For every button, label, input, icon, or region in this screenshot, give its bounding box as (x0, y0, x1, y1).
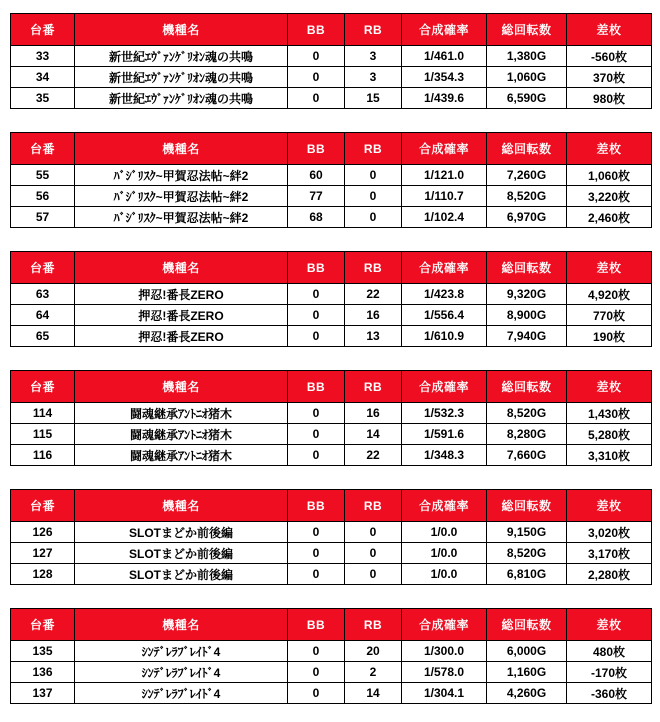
cell-bb: 0 (288, 564, 345, 585)
col-header-bb: BB (288, 133, 345, 165)
col-header-number: 台番 (11, 609, 75, 641)
cell-probability: 1/0.0 (402, 543, 487, 564)
cell-probability: 1/354.3 (402, 67, 487, 88)
cell-bb: 0 (288, 662, 345, 683)
cell-rb: 20 (345, 641, 402, 662)
cell-spins: 1,160G (487, 662, 567, 683)
cell-machine: ﾊﾞｼﾞﾘｽｸ~甲賀忍法帖~絆2 (75, 186, 288, 207)
col-header-number: 台番 (11, 133, 75, 165)
machine-table-6 (10, 608, 652, 704)
cell-probability: 1/610.9 (402, 326, 487, 347)
col-header-diff: 差枚 (567, 609, 652, 641)
cell-machine: ｼﾝﾃﾞﾚﾗﾌﾞﾚｲﾄﾞ4 (75, 683, 288, 704)
cell-bb: 0 (288, 641, 345, 662)
cell-number: 128 (11, 564, 75, 585)
col-header-number: 台番 (11, 371, 75, 403)
cell-probability: 1/304.1 (402, 683, 487, 704)
cell-bb: 0 (288, 284, 345, 305)
cell-spins: 1,060G (487, 67, 567, 88)
cell-diff: 4,920枚 (567, 284, 652, 305)
cell-diff: 2,460枚 (567, 207, 652, 228)
cell-diff: 3,170枚 (567, 543, 652, 564)
cell-probability: 1/102.4 (402, 207, 487, 228)
col-header-diff: 差枚 (567, 133, 652, 165)
cell-diff: -170枚 (567, 662, 652, 683)
col-header-probability: 合成確率 (402, 490, 487, 522)
col-header-diff: 差枚 (567, 252, 652, 284)
cell-spins: 9,150G (487, 522, 567, 543)
cell-number: 34 (11, 67, 75, 88)
col-header-spins: 総回転数 (487, 14, 567, 46)
cell-machine: SLOTまどか前後編 (75, 564, 288, 585)
cell-diff: 3,220枚 (567, 186, 652, 207)
cell-rb: 22 (345, 445, 402, 466)
col-header-spins: 総回転数 (487, 252, 567, 284)
header-row (11, 371, 652, 403)
col-header-probability: 合成確率 (402, 609, 487, 641)
cell-rb: 13 (345, 326, 402, 347)
cell-machine: ﾊﾞｼﾞﾘｽｸ~甲賀忍法帖~絆2 (75, 165, 288, 186)
col-header-bb: BB (288, 490, 345, 522)
cell-diff: -560枚 (567, 46, 652, 67)
cell-rb: 16 (345, 305, 402, 326)
col-header-machine: 機種名 (75, 609, 288, 641)
table-row (11, 67, 652, 88)
col-header-machine: 機種名 (75, 14, 288, 46)
header-row (11, 14, 652, 46)
cell-spins: 6,590G (487, 88, 567, 109)
cell-spins: 4,260G (487, 683, 567, 704)
cell-bb: 68 (288, 207, 345, 228)
cell-bb: 0 (288, 683, 345, 704)
table-row (11, 662, 652, 683)
col-header-rb: RB (345, 371, 402, 403)
cell-machine: 新世紀ｴｳﾞｧﾝｹﾞﾘｵﾝ魂の共鳴 (75, 88, 288, 109)
cell-number: 115 (11, 424, 75, 445)
table-row (11, 683, 652, 704)
cell-machine: SLOTまどか前後編 (75, 522, 288, 543)
cell-number: 57 (11, 207, 75, 228)
col-header-rb: RB (345, 133, 402, 165)
cell-probability: 1/110.7 (402, 186, 487, 207)
cell-spins: 8,280G (487, 424, 567, 445)
cell-bb: 0 (288, 445, 345, 466)
cell-probability: 1/0.0 (402, 522, 487, 543)
cell-rb: 14 (345, 683, 402, 704)
cell-machine: ﾊﾞｼﾞﾘｽｸ~甲賀忍法帖~絆2 (75, 207, 288, 228)
table-row (11, 46, 652, 67)
cell-spins: 1,380G (487, 46, 567, 67)
cell-number: 35 (11, 88, 75, 109)
table-row (11, 326, 652, 347)
cell-number: 63 (11, 284, 75, 305)
col-header-probability: 合成確率 (402, 133, 487, 165)
cell-bb: 0 (288, 88, 345, 109)
machine-table-2 (10, 132, 652, 228)
col-header-number: 台番 (11, 252, 75, 284)
cell-spins: 8,520G (487, 403, 567, 424)
cell-machine: 新世紀ｴｳﾞｧﾝｹﾞﾘｵﾝ魂の共鳴 (75, 46, 288, 67)
cell-bb: 0 (288, 305, 345, 326)
cell-machine: SLOTまどか前後編 (75, 543, 288, 564)
cell-bb: 0 (288, 46, 345, 67)
cell-number: 33 (11, 46, 75, 67)
cell-diff: 3,310枚 (567, 445, 652, 466)
cell-diff: 980枚 (567, 88, 652, 109)
col-header-probability: 合成確率 (402, 252, 487, 284)
table-row (11, 305, 652, 326)
header-row (11, 252, 652, 284)
col-header-probability: 合成確率 (402, 371, 487, 403)
col-header-rb: RB (345, 252, 402, 284)
cell-rb: 22 (345, 284, 402, 305)
cell-rb: 0 (345, 207, 402, 228)
table-row (11, 284, 652, 305)
col-header-bb: BB (288, 252, 345, 284)
col-header-rb: RB (345, 14, 402, 46)
cell-spins: 8,520G (487, 543, 567, 564)
col-header-rb: RB (345, 490, 402, 522)
col-header-number: 台番 (11, 14, 75, 46)
cell-machine: 闘魂継承ｱﾝﾄﾆｵ猪木 (75, 445, 288, 466)
cell-number: 127 (11, 543, 75, 564)
table-row (11, 543, 652, 564)
cell-diff: 2,280枚 (567, 564, 652, 585)
table-row (11, 186, 652, 207)
cell-machine: 押忍!番長ZERO (75, 284, 288, 305)
cell-bb: 0 (288, 403, 345, 424)
cell-probability: 1/439.6 (402, 88, 487, 109)
table-row (11, 88, 652, 109)
cell-bb: 60 (288, 165, 345, 186)
cell-probability: 1/121.0 (402, 165, 487, 186)
col-header-number: 台番 (11, 490, 75, 522)
cell-number: 114 (11, 403, 75, 424)
col-header-spins: 総回転数 (487, 490, 567, 522)
table-row (11, 522, 652, 543)
col-header-spins: 総回転数 (487, 609, 567, 641)
cell-number: 116 (11, 445, 75, 466)
cell-machine: 押忍!番長ZERO (75, 326, 288, 347)
cell-diff: 5,280枚 (567, 424, 652, 445)
col-header-rb: RB (345, 609, 402, 641)
cell-number: 64 (11, 305, 75, 326)
cell-machine: 闘魂継承ｱﾝﾄﾆｵ猪木 (75, 424, 288, 445)
table-row (11, 564, 652, 585)
cell-spins: 8,900G (487, 305, 567, 326)
col-header-machine: 機種名 (75, 371, 288, 403)
cell-probability: 1/578.0 (402, 662, 487, 683)
machine-table-5 (10, 489, 652, 585)
col-header-spins: 総回転数 (487, 371, 567, 403)
cell-probability: 1/348.3 (402, 445, 487, 466)
cell-machine: 押忍!番長ZERO (75, 305, 288, 326)
cell-machine: 闘魂継承ｱﾝﾄﾆｵ猪木 (75, 403, 288, 424)
col-header-machine: 機種名 (75, 490, 288, 522)
cell-spins: 8,520G (487, 186, 567, 207)
cell-spins: 6,810G (487, 564, 567, 585)
cell-machine: ｼﾝﾃﾞﾚﾗﾌﾞﾚｲﾄﾞ4 (75, 662, 288, 683)
cell-spins: 7,660G (487, 445, 567, 466)
cell-bb: 0 (288, 543, 345, 564)
cell-probability: 1/532.3 (402, 403, 487, 424)
col-header-spins: 総回転数 (487, 133, 567, 165)
cell-diff: 190枚 (567, 326, 652, 347)
cell-number: 55 (11, 165, 75, 186)
cell-spins: 6,000G (487, 641, 567, 662)
cell-spins: 6,970G (487, 207, 567, 228)
table-row (11, 424, 652, 445)
cell-bb: 0 (288, 326, 345, 347)
table-row (11, 207, 652, 228)
cell-diff: 770枚 (567, 305, 652, 326)
cell-spins: 7,260G (487, 165, 567, 186)
cell-machine: ｼﾝﾃﾞﾚﾗﾌﾞﾚｲﾄﾞ4 (75, 641, 288, 662)
cell-rb: 3 (345, 46, 402, 67)
cell-number: 56 (11, 186, 75, 207)
header-row (11, 609, 652, 641)
col-header-bb: BB (288, 371, 345, 403)
table-row (11, 165, 652, 186)
cell-diff: 1,060枚 (567, 165, 652, 186)
cell-bb: 0 (288, 522, 345, 543)
cell-bb: 0 (288, 67, 345, 88)
cell-probability: 1/461.0 (402, 46, 487, 67)
machine-table-4 (10, 370, 652, 466)
cell-rb: 0 (345, 543, 402, 564)
col-header-bb: BB (288, 14, 345, 46)
cell-probability: 1/591.6 (402, 424, 487, 445)
cell-spins: 9,320G (487, 284, 567, 305)
col-header-probability: 合成確率 (402, 14, 487, 46)
cell-number: 65 (11, 326, 75, 347)
machine-table-1 (10, 13, 652, 109)
cell-number: 136 (11, 662, 75, 683)
machine-table-3 (10, 251, 652, 347)
cell-probability: 1/300.0 (402, 641, 487, 662)
cell-number: 137 (11, 683, 75, 704)
cell-bb: 77 (288, 186, 345, 207)
cell-rb: 0 (345, 564, 402, 585)
cell-rb: 2 (345, 662, 402, 683)
col-header-machine: 機種名 (75, 133, 288, 165)
cell-bb: 0 (288, 424, 345, 445)
cell-rb: 16 (345, 403, 402, 424)
cell-number: 126 (11, 522, 75, 543)
cell-rb: 15 (345, 88, 402, 109)
col-header-machine: 機種名 (75, 252, 288, 284)
col-header-diff: 差枚 (567, 490, 652, 522)
cell-diff: -360枚 (567, 683, 652, 704)
cell-probability: 1/0.0 (402, 564, 487, 585)
table-row (11, 445, 652, 466)
cell-diff: 1,430枚 (567, 403, 652, 424)
cell-diff: 370枚 (567, 67, 652, 88)
cell-number: 135 (11, 641, 75, 662)
cell-diff: 480枚 (567, 641, 652, 662)
cell-diff: 3,020枚 (567, 522, 652, 543)
col-header-diff: 差枚 (567, 14, 652, 46)
cell-probability: 1/556.4 (402, 305, 487, 326)
cell-rb: 3 (345, 67, 402, 88)
cell-rb: 14 (345, 424, 402, 445)
cell-rb: 0 (345, 522, 402, 543)
header-row (11, 490, 652, 522)
col-header-diff: 差枚 (567, 371, 652, 403)
table-row (11, 403, 652, 424)
cell-rb: 0 (345, 165, 402, 186)
cell-rb: 0 (345, 186, 402, 207)
cell-machine: 新世紀ｴｳﾞｧﾝｹﾞﾘｵﾝ魂の共鳴 (75, 67, 288, 88)
header-row (11, 133, 652, 165)
cell-probability: 1/423.8 (402, 284, 487, 305)
cell-spins: 7,940G (487, 326, 567, 347)
col-header-bb: BB (288, 609, 345, 641)
table-row (11, 641, 652, 662)
